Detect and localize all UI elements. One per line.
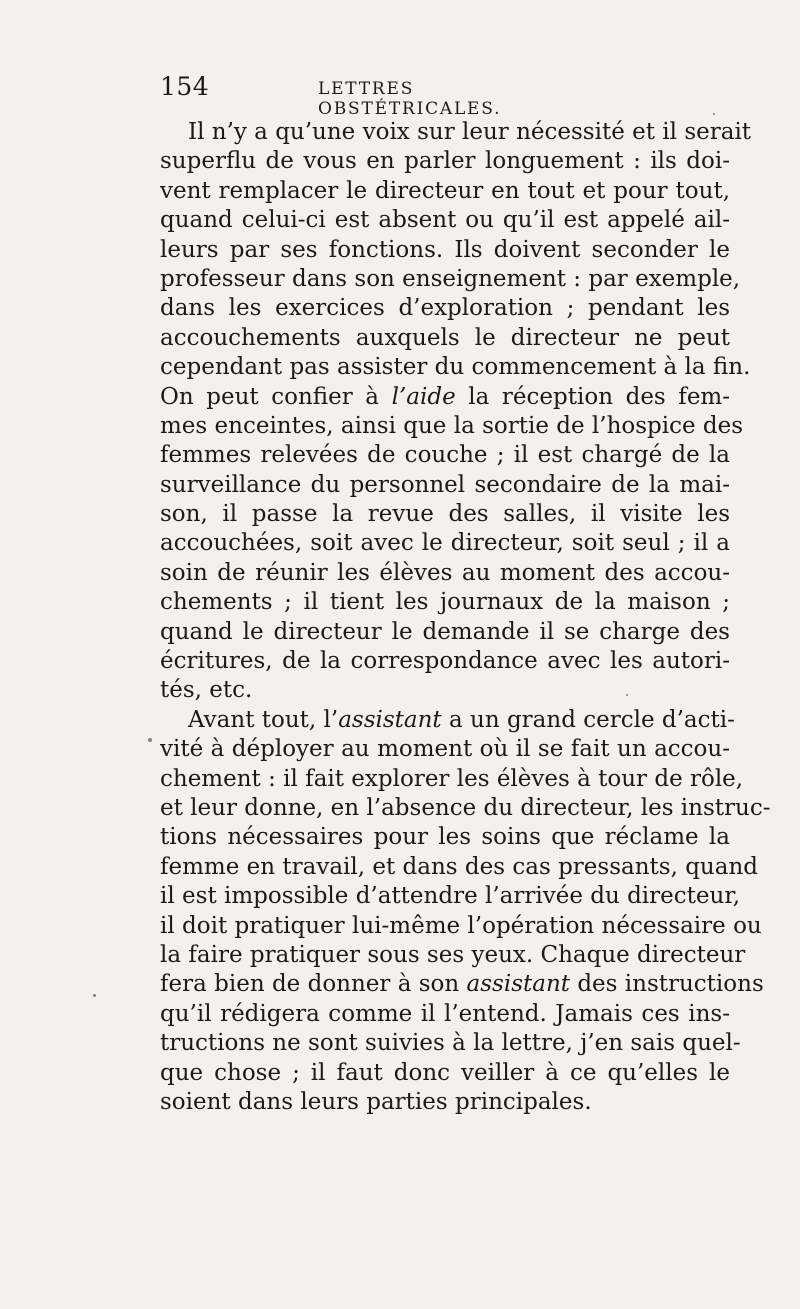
text-line: son, il passe la revue des salles, il visite les xyxy=(160,501,730,528)
text-line: surveillance du personnel secondaire de la mai- xyxy=(160,471,730,498)
italic-term-assistant: assistant xyxy=(338,706,442,733)
text-line: chement : il fait explorer les élèves à tour de rôle, xyxy=(160,765,744,792)
text-line: il est impossible d’attendre l’arrivée du directeur, xyxy=(160,883,741,910)
text-line xyxy=(160,970,764,999)
text-line: dans les exercices d’exploration ; pendant les xyxy=(160,295,730,322)
text-line xyxy=(160,706,735,735)
text-segment: On peut confier à xyxy=(160,383,380,410)
print-speck xyxy=(713,113,715,115)
text-line: superflu de vous en parler longuement : ils doi- xyxy=(160,148,730,175)
print-speck xyxy=(626,694,628,696)
print-speck xyxy=(93,994,96,997)
text-line: écritures, de la correspondance avec les autori- xyxy=(160,648,730,675)
text-line: et leur donne, en l’absence du directeur, les instruc- xyxy=(160,794,771,821)
page-header xyxy=(160,72,590,119)
text-line: soin de réunir les élèves au moment des accou- xyxy=(160,559,730,586)
text-line: professeur dans son enseignement : par exemple, xyxy=(160,265,741,292)
text-line: chements ; il tient les journaux de la maison ; xyxy=(160,589,730,616)
text-line: il doit pratiquer lui-même l’opération nécessaire ou xyxy=(160,912,762,939)
text-line: soient dans leurs parties principales. xyxy=(160,1088,592,1115)
text-line: vent remplacer le directeur en tout et pour tout, xyxy=(160,177,730,204)
text-line xyxy=(160,383,730,412)
text-line: femme en travail, et dans des cas pressants, quand xyxy=(160,853,758,880)
text-line: qu’il rédigera comme il l’entend. Jamais ces ins- xyxy=(160,1000,730,1027)
running-title: LETTRES OBSTÉTRICALES. xyxy=(318,79,502,119)
text-segment: la réception des fem- xyxy=(468,383,731,410)
text-segment: fera bien de donner à son xyxy=(160,971,460,998)
text-line: que chose ; il faut donc veiller à ce qu’elles le xyxy=(160,1059,730,1086)
text-line: quand le directeur le demande il se charge des xyxy=(160,618,730,645)
text-line: leurs par ses fonctions. Ils doivent seconder le xyxy=(160,236,730,263)
print-speck xyxy=(148,738,152,742)
text-line: cependant pas assister du commencement à la fin. xyxy=(160,354,751,381)
text-line: femmes relevées de couche ; il est chargé de la xyxy=(160,442,730,469)
text-line: quand celui-ci est absent ou qu’il est appelé ail- xyxy=(160,207,730,234)
text-line: Il n’y a qu’une voix sur leur nécessité et il serait xyxy=(188,119,752,145)
page-number: 154 xyxy=(160,72,210,101)
text-line: la faire pratiquer sous ses yeux. Chaque directeur xyxy=(160,941,746,968)
text-line: tions nécessaires pour les soins que réclame la xyxy=(160,824,730,851)
text-line: tructions ne sont suivies à la lettre, j’en sais quel- xyxy=(160,1030,741,1057)
body-text xyxy=(160,118,771,1117)
text-line: mes enceintes, ainsi que la sortie de l’hospice des xyxy=(160,412,744,439)
text-line: accouchements auxquels le directeur ne peut xyxy=(160,324,730,351)
text-line: tés, etc. xyxy=(160,677,253,704)
text-line: accouchées, soit avec le directeur, soit seul ; il a xyxy=(160,530,730,557)
italic-term-aide: l’aide xyxy=(391,383,456,410)
text-segment: a un grand cercle d’acti- xyxy=(449,706,735,733)
italic-term-assistant: assistant xyxy=(466,971,571,998)
text-segment: des instructions xyxy=(577,971,764,998)
text-line: vité à déployer au moment où il se fait un accou- xyxy=(160,736,730,763)
text-segment: Avant tout, l’ xyxy=(188,706,339,733)
